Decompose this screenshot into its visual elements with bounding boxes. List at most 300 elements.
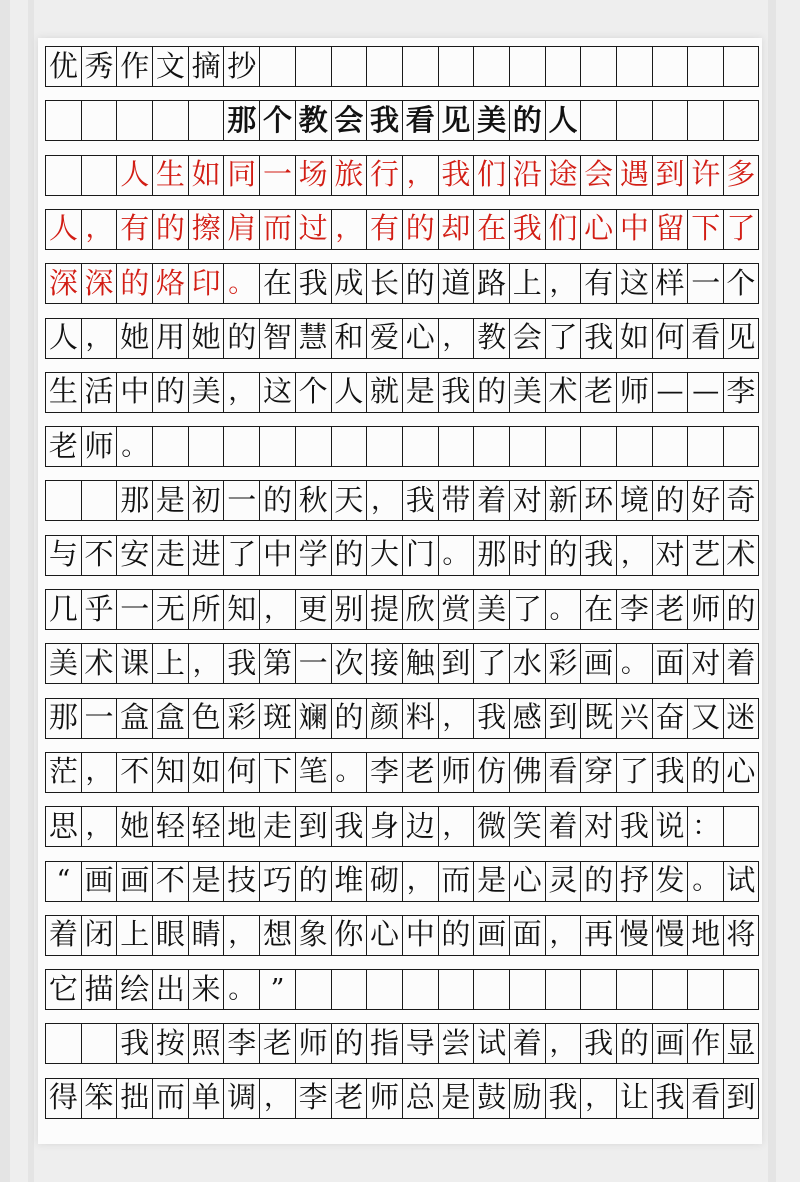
character-cell: 接 xyxy=(366,643,402,683)
character-cell: 心 xyxy=(509,861,545,901)
character-cell: 李 xyxy=(223,1023,259,1063)
character-cell: 地 xyxy=(223,806,259,846)
character-cell: 教 xyxy=(295,100,331,140)
grid-line xyxy=(45,683,759,684)
essay-line xyxy=(45,643,759,683)
essay-line xyxy=(45,155,759,195)
character-cell: 人 xyxy=(45,318,81,358)
character-cell: 术 xyxy=(81,643,117,683)
character-cell: 笨 xyxy=(81,1078,117,1118)
character-cell: 就 xyxy=(366,372,402,412)
empty-cell xyxy=(438,426,474,466)
character-cell: 人 xyxy=(45,209,81,249)
character-cell: 了 xyxy=(509,589,545,629)
character-cell: 优 xyxy=(45,46,81,86)
character-cell: 美 xyxy=(45,643,81,683)
character-cell: 着 xyxy=(45,915,81,955)
character-cell: 巧 xyxy=(259,861,295,901)
character-cell: 着 xyxy=(723,643,759,683)
character-cell: 将 xyxy=(723,915,759,955)
character-cell: 大 xyxy=(366,535,402,575)
grid-line xyxy=(45,1063,759,1064)
character-cell: 来 xyxy=(188,969,224,1009)
character-cell: ， xyxy=(81,806,117,846)
empty-cell xyxy=(402,969,438,1009)
character-cell: 微 xyxy=(473,806,509,846)
character-cell: 成 xyxy=(331,263,367,303)
character-cell: 们 xyxy=(545,209,581,249)
character-cell: ， xyxy=(81,209,117,249)
essay-line xyxy=(45,589,759,629)
character-cell: 的 xyxy=(152,372,188,412)
character-cell: 老 xyxy=(45,426,81,466)
character-cell: 彩 xyxy=(545,643,581,683)
character-cell: 途 xyxy=(545,155,581,195)
character-cell: 有 xyxy=(116,209,152,249)
empty-cell xyxy=(652,100,688,140)
character-cell: 是 xyxy=(152,480,188,520)
character-cell: 境 xyxy=(616,480,652,520)
empty-cell xyxy=(331,426,367,466)
character-cell: 我 xyxy=(438,155,474,195)
character-cell: 了 xyxy=(545,318,581,358)
character-cell: 地 xyxy=(687,915,723,955)
character-cell: 彩 xyxy=(223,698,259,738)
character-cell: 睛 xyxy=(188,915,224,955)
character-cell: 上 xyxy=(116,915,152,955)
empty-cell xyxy=(438,969,474,1009)
character-cell: 。 xyxy=(223,263,259,303)
character-cell: 一 xyxy=(116,589,152,629)
character-cell: 它 xyxy=(45,969,81,1009)
character-cell: 秀 xyxy=(81,46,117,86)
empty-cell xyxy=(402,46,438,86)
character-cell: 不 xyxy=(81,535,117,575)
character-cell: 与 xyxy=(45,535,81,575)
character-cell: 在 xyxy=(259,263,295,303)
character-cell: 师 xyxy=(366,1078,402,1118)
character-cell: 我 xyxy=(545,1078,581,1118)
character-cell: 画 xyxy=(116,861,152,901)
grid-line xyxy=(45,303,759,304)
character-cell: 中 xyxy=(259,535,295,575)
essay-line xyxy=(45,1023,759,1063)
character-cell: 道 xyxy=(438,263,474,303)
character-cell: 那 xyxy=(223,100,259,140)
character-cell: 同 xyxy=(223,155,259,195)
character-cell: ， xyxy=(259,589,295,629)
character-cell: 盒 xyxy=(116,698,152,738)
character-cell: 是 xyxy=(188,861,224,901)
character-cell: 是 xyxy=(402,372,438,412)
empty-cell xyxy=(366,969,402,1009)
essay-line xyxy=(45,100,759,140)
character-cell: 指 xyxy=(366,1023,402,1063)
empty-cell xyxy=(687,426,723,466)
empty-cell xyxy=(652,46,688,86)
character-cell: 老 xyxy=(402,752,438,792)
character-cell: 的 xyxy=(223,318,259,358)
character-cell: 的 xyxy=(116,263,152,303)
grid-line xyxy=(45,792,759,793)
character-cell: 会 xyxy=(331,100,367,140)
character-cell: 文 xyxy=(152,46,188,86)
character-cell: 行 xyxy=(366,155,402,195)
character-cell: 色 xyxy=(188,698,224,738)
empty-cell xyxy=(473,969,509,1009)
character-cell: 智 xyxy=(259,318,295,358)
character-cell: 技 xyxy=(223,861,259,901)
character-cell: 所 xyxy=(188,589,224,629)
character-cell: 。 xyxy=(331,752,367,792)
character-cell: 试 xyxy=(473,1023,509,1063)
character-cell: 场 xyxy=(295,155,331,195)
character-cell: 显 xyxy=(723,1023,759,1063)
character-cell: 个 xyxy=(259,100,295,140)
character-cell: ， xyxy=(259,1078,295,1118)
character-cell: 多 xyxy=(723,155,759,195)
character-cell: 却 xyxy=(438,209,474,249)
character-cell: 心 xyxy=(723,752,759,792)
character-cell: 的 xyxy=(616,1023,652,1063)
character-cell: 的 xyxy=(580,861,616,901)
character-cell: 面 xyxy=(652,643,688,683)
empty-cell xyxy=(402,426,438,466)
grid-line xyxy=(45,901,759,902)
character-cell: 触 xyxy=(402,643,438,683)
character-cell: 李 xyxy=(295,1078,331,1118)
empty-cell xyxy=(723,969,759,1009)
character-cell: 。 xyxy=(545,589,581,629)
character-cell: 我 xyxy=(652,1078,688,1118)
empty-cell xyxy=(366,46,402,86)
character-cell: 的 xyxy=(331,1023,367,1063)
character-cell: ， xyxy=(402,861,438,901)
empty-cell xyxy=(616,100,652,140)
character-cell: 。 xyxy=(616,643,652,683)
character-cell: 人 xyxy=(545,100,581,140)
character-cell: 抄 xyxy=(223,46,259,86)
character-cell: 欣 xyxy=(402,589,438,629)
character-cell: 生 xyxy=(152,155,188,195)
character-cell: 我 xyxy=(366,100,402,140)
character-cell: 深 xyxy=(81,263,117,303)
character-cell: 活 xyxy=(81,372,117,412)
character-cell: 会 xyxy=(509,318,545,358)
character-cell: 水 xyxy=(509,643,545,683)
character-cell: 兴 xyxy=(616,698,652,738)
character-cell: 们 xyxy=(473,155,509,195)
empty-cell xyxy=(188,426,224,466)
essay-line xyxy=(45,209,759,249)
character-cell: 你 xyxy=(331,915,367,955)
character-cell: 赏 xyxy=(438,589,474,629)
character-cell: 术 xyxy=(723,535,759,575)
essay-line xyxy=(45,318,759,358)
character-cell: 美 xyxy=(188,372,224,412)
empty-cell xyxy=(687,969,723,1009)
character-cell: 。 xyxy=(687,861,723,901)
grid-line xyxy=(45,738,759,739)
character-cell: 何 xyxy=(652,318,688,358)
character-cell: 我 xyxy=(223,643,259,683)
character-cell: 环 xyxy=(580,480,616,520)
character-cell: 她 xyxy=(116,806,152,846)
grid-line xyxy=(45,575,759,576)
character-cell: 既 xyxy=(580,698,616,738)
background-stripe xyxy=(768,0,776,1182)
character-cell: 次 xyxy=(331,643,367,683)
character-cell: 身 xyxy=(366,806,402,846)
character-cell: 的 xyxy=(723,589,759,629)
character-cell: 心 xyxy=(402,318,438,358)
character-cell: ， xyxy=(545,915,581,955)
empty-cell xyxy=(223,426,259,466)
character-cell: 到 xyxy=(723,1078,759,1118)
empty-cell xyxy=(509,426,545,466)
character-cell: 我 xyxy=(116,1023,152,1063)
character-cell: ， xyxy=(580,1078,616,1118)
empty-cell xyxy=(652,969,688,1009)
character-cell: 颜 xyxy=(366,698,402,738)
character-cell: 我 xyxy=(580,535,616,575)
empty-cell xyxy=(45,100,81,140)
character-cell: ， xyxy=(366,480,402,520)
character-cell: 心 xyxy=(366,915,402,955)
character-cell: 画 xyxy=(81,861,117,901)
essay-line xyxy=(45,1078,759,1118)
character-cell: “ xyxy=(45,861,81,901)
grid-line xyxy=(45,520,759,521)
character-cell: 得 xyxy=(45,1078,81,1118)
essay-line xyxy=(45,969,759,1009)
character-cell: 知 xyxy=(152,752,188,792)
character-cell: 初 xyxy=(188,480,224,520)
essay-line xyxy=(45,806,759,846)
character-cell: 试 xyxy=(723,861,759,901)
character-cell: 见 xyxy=(438,100,474,140)
character-cell: 的 xyxy=(331,698,367,738)
character-cell: 的 xyxy=(402,263,438,303)
character-cell: 新 xyxy=(545,480,581,520)
character-cell: 留 xyxy=(652,209,688,249)
essay-line xyxy=(45,426,759,466)
character-cell: 慢 xyxy=(652,915,688,955)
character-cell: 慧 xyxy=(295,318,331,358)
character-cell: 我 xyxy=(652,752,688,792)
character-cell: 更 xyxy=(295,589,331,629)
character-cell: 时 xyxy=(509,535,545,575)
grid-line xyxy=(45,1009,759,1010)
character-cell: 想 xyxy=(259,915,295,955)
character-cell: 边 xyxy=(402,806,438,846)
grid-line xyxy=(45,412,759,413)
character-cell: 旅 xyxy=(331,155,367,195)
essay-line xyxy=(45,263,759,303)
character-cell: 作 xyxy=(116,46,152,86)
character-cell: 尝 xyxy=(438,1023,474,1063)
empty-cell xyxy=(545,969,581,1009)
essay-line xyxy=(45,480,759,520)
character-cell: 导 xyxy=(402,1023,438,1063)
character-cell: 。 xyxy=(438,535,474,575)
character-cell: 心 xyxy=(580,209,616,249)
essay-line xyxy=(45,752,759,792)
character-cell: 我 xyxy=(616,806,652,846)
character-cell: 思 xyxy=(45,806,81,846)
character-cell: 如 xyxy=(616,318,652,358)
character-cell: 料 xyxy=(402,698,438,738)
empty-cell xyxy=(45,480,81,520)
character-cell: ， xyxy=(223,372,259,412)
character-cell: ， xyxy=(616,535,652,575)
empty-cell xyxy=(616,426,652,466)
character-cell: 着 xyxy=(473,480,509,520)
character-cell: 一 xyxy=(295,643,331,683)
grid-line xyxy=(45,195,759,196)
empty-cell xyxy=(616,46,652,86)
background-stripe xyxy=(28,0,34,1182)
character-cell: 着 xyxy=(509,1023,545,1063)
character-cell: 见 xyxy=(723,318,759,358)
character-cell: 斑 xyxy=(259,698,295,738)
grid-line xyxy=(45,629,759,630)
character-cell: 下 xyxy=(687,209,723,249)
empty-cell xyxy=(687,100,723,140)
character-cell: 个 xyxy=(723,263,759,303)
character-cell: 的 xyxy=(473,372,509,412)
character-cell: — xyxy=(652,372,688,412)
character-cell: 生 xyxy=(45,372,81,412)
character-cell: 画 xyxy=(580,643,616,683)
character-cell: 照 xyxy=(188,1023,224,1063)
character-cell: 路 xyxy=(473,263,509,303)
character-cell: 象 xyxy=(295,915,331,955)
character-cell: 师 xyxy=(295,1023,331,1063)
character-cell: 绘 xyxy=(116,969,152,1009)
grid-line xyxy=(45,140,759,141)
character-cell: ， xyxy=(223,915,259,955)
character-cell: 李 xyxy=(723,372,759,412)
character-cell: 砌 xyxy=(366,861,402,901)
character-cell: 奋 xyxy=(652,698,688,738)
character-cell: 轻 xyxy=(152,806,188,846)
character-cell: ， xyxy=(81,318,117,358)
empty-cell xyxy=(687,46,723,86)
character-cell: 的 xyxy=(509,100,545,140)
character-cell: ， xyxy=(545,1023,581,1063)
character-cell: ， xyxy=(545,263,581,303)
character-cell: 安 xyxy=(116,535,152,575)
character-cell: 发 xyxy=(652,861,688,901)
character-cell: 的 xyxy=(402,209,438,249)
character-cell: 好 xyxy=(687,480,723,520)
character-cell: 这 xyxy=(616,263,652,303)
character-cell: 着 xyxy=(545,806,581,846)
character-cell: 轻 xyxy=(188,806,224,846)
character-cell: 别 xyxy=(331,589,367,629)
character-cell: 印 xyxy=(188,263,224,303)
character-cell: 对 xyxy=(580,806,616,846)
empty-cell xyxy=(509,46,545,86)
character-cell: 穿 xyxy=(580,752,616,792)
character-cell: 我 xyxy=(331,806,367,846)
character-cell: 那 xyxy=(45,698,81,738)
empty-cell xyxy=(259,46,295,86)
character-cell: ， xyxy=(331,209,367,249)
empty-cell xyxy=(45,155,81,195)
character-cell: 中 xyxy=(402,915,438,955)
character-cell: 老 xyxy=(580,372,616,412)
character-cell: 到 xyxy=(545,698,581,738)
character-cell: 对 xyxy=(687,643,723,683)
empty-cell xyxy=(580,100,616,140)
character-cell: 那 xyxy=(116,480,152,520)
character-cell: 盒 xyxy=(152,698,188,738)
character-cell: 说 xyxy=(652,806,688,846)
character-cell: 了 xyxy=(473,643,509,683)
character-cell: 几 xyxy=(45,589,81,629)
character-cell: 看 xyxy=(402,100,438,140)
empty-cell xyxy=(81,155,117,195)
character-cell: 提 xyxy=(366,589,402,629)
character-cell: 沿 xyxy=(509,155,545,195)
character-cell: 笔 xyxy=(295,752,331,792)
character-cell: 深 xyxy=(45,263,81,303)
character-cell: 的 xyxy=(259,480,295,520)
character-cell: 对 xyxy=(652,535,688,575)
character-cell: 美 xyxy=(509,372,545,412)
character-cell: — xyxy=(687,372,723,412)
character-cell: 我 xyxy=(438,372,474,412)
empty-cell xyxy=(580,426,616,466)
character-cell: 老 xyxy=(652,589,688,629)
character-cell: 一 xyxy=(259,155,295,195)
character-cell: 是 xyxy=(473,861,509,901)
character-cell: 会 xyxy=(580,155,616,195)
character-cell: 画 xyxy=(652,1023,688,1063)
character-cell: 如 xyxy=(188,155,224,195)
empty-cell xyxy=(295,46,331,86)
character-cell: 和 xyxy=(331,318,367,358)
character-cell: 用 xyxy=(152,318,188,358)
empty-cell xyxy=(152,100,188,140)
empty-cell xyxy=(81,100,117,140)
character-cell: 人 xyxy=(116,155,152,195)
character-cell: 课 xyxy=(116,643,152,683)
character-cell: 拙 xyxy=(116,1078,152,1118)
character-cell: 烙 xyxy=(152,263,188,303)
character-cell: 的 xyxy=(545,535,581,575)
character-cell: 闭 xyxy=(81,915,117,955)
character-cell: 看 xyxy=(687,1078,723,1118)
essay-line xyxy=(45,915,759,955)
character-cell: 学 xyxy=(295,535,331,575)
character-cell: 教 xyxy=(473,318,509,358)
character-cell: 个 xyxy=(295,372,331,412)
character-cell: 感 xyxy=(509,698,545,738)
character-cell: 励 xyxy=(509,1078,545,1118)
character-cell: 的 xyxy=(438,915,474,955)
empty-cell xyxy=(295,969,331,1009)
character-cell: 对 xyxy=(509,480,545,520)
essay-line xyxy=(45,372,759,412)
character-cell: 迷 xyxy=(723,698,759,738)
character-cell: 长 xyxy=(366,263,402,303)
empty-cell xyxy=(723,806,759,846)
character-cell: 让 xyxy=(616,1078,652,1118)
character-cell: ， xyxy=(81,752,117,792)
